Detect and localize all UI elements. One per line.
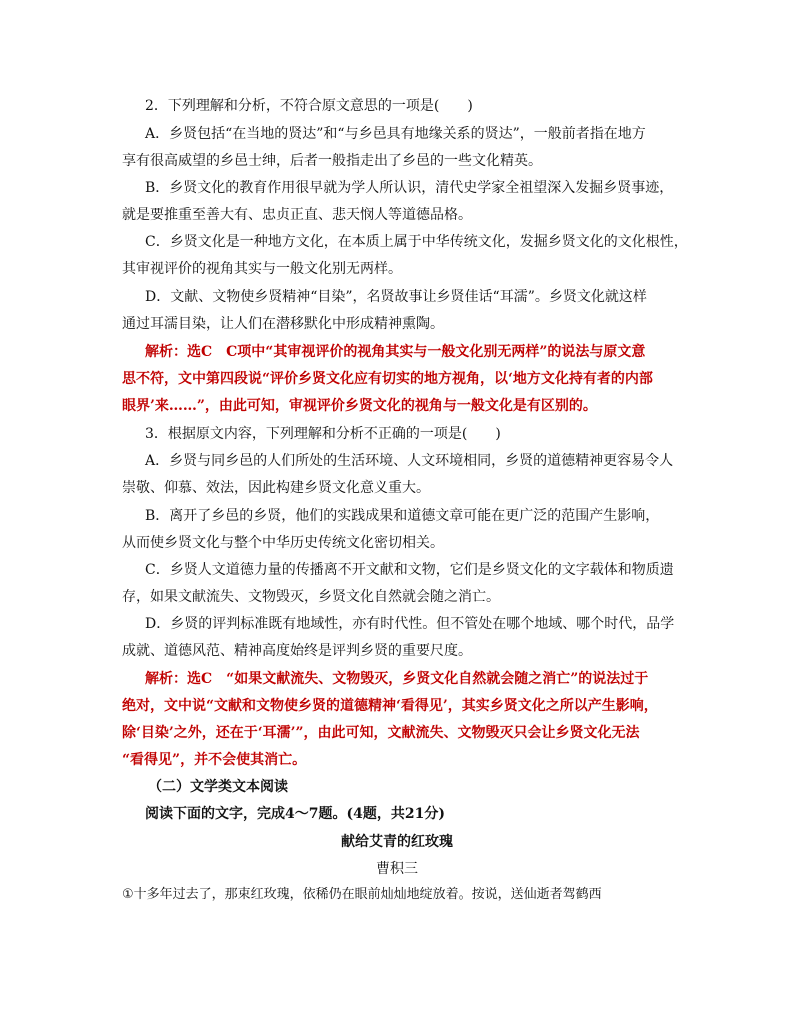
- question-2-option-a-cont: 享有很高威望的乡邑士绅，后者一般指走出了乡邑的一些文化精英。: [122, 153, 542, 169]
- question-3-option-a: A．乡贤与同乡邑的人们所处的生活环境、人文环境相同，乡贤的道德精神更容易令人: [145, 453, 674, 469]
- question-2-option-b-cont: 就是要推重至善大有、忠贞正直、悲天悯人等道德品格。: [122, 207, 472, 223]
- question-3-option-b-cont: 从而使乡贤文化与整个中华历史传统文化密切相关。: [122, 535, 444, 551]
- answer-3-line-1: 解析：选C “如果文献流失、文物毁灭，乡贤文化自然就会随之消亡”的说法过于: [145, 671, 649, 687]
- question-2-stem: 2．下列理解和分析，不符合原文意思的一项是( ): [145, 98, 473, 114]
- answer-3-line-2: 绝对，文中说“文献和文物使乡贤的道德精神‘看得见’，其实乡贤文化之所以产生影响，: [122, 698, 658, 714]
- article-author: 曹积三: [376, 861, 418, 877]
- question-3-option-c: C．乡贤人文道德力量的传播离不开文献和文物，它们是乡贤文化的文字载体和物质遗: [145, 562, 674, 578]
- answer-2-line-3: 眼界’来……”，由此可知，审视评价乡贤文化的视角与一般文化是有区别的。: [122, 398, 597, 414]
- article-paragraph-1: ①十多年过去了，那束红玫瑰，依稀仍在眼前灿灿地绽放着。按说，送仙逝者驾鹤西: [122, 887, 602, 902]
- reading-instruction: 阅读下面的文字，完成4～7题。(4题，共21分): [145, 806, 445, 822]
- answer-2-line-2: 思不符，文中第四段说“评价乡贤文化应有切实的地方视角，以‘地方文化持有者的内部: [122, 371, 653, 387]
- question-3-option-c-cont: 存，如果文献流失、文物毁灭，乡贤文化自然就会随之消亡。: [122, 589, 500, 605]
- question-2-option-b: B．乡贤文化的教育作用很早就为学人所认识，清代史学家全祖望深入发掘乡贤事迹，: [145, 180, 674, 196]
- article-title: 献给艾青的红玫瑰: [341, 834, 453, 850]
- question-3-option-b: B．离开了乡邑的乡贤，他们的实践成果和道德文章可能在更广泛的范围产生影响，: [145, 508, 660, 524]
- question-3-stem: 3．根据原文内容，下列理解和分析不正确的一项是( ): [145, 426, 501, 442]
- answer-3-line-3: 除‘目染’之外，还在于‘耳濡’”，由此可知，文献流失、文物毁灭只会让乡贤文化无法: [122, 725, 640, 741]
- question-2-option-d-cont: 通过耳濡目染，让人们在潜移默化中形成精神熏陶。: [122, 316, 444, 332]
- question-3-option-d-cont: 成就、道德风范、精神高度始终是评判乡贤的重要尺度。: [122, 643, 472, 659]
- answer-2-line-1: 解析：选C C项中“其审视评价的视角其实与一般文化别无两样”的说法与原文意: [145, 344, 646, 360]
- answer-3-line-4: “看得见”，并不会使其消亡。: [122, 752, 307, 768]
- question-3-option-d: D．乡贤的评判标准既有地域性，亦有时代性。但不管处在哪个地域、哪个时代，品学: [145, 616, 675, 632]
- question-2-option-c: C．乡贤文化是一种地方文化，在本质上属于中华传统文化，发掘乡贤文化的文化根性，: [145, 234, 688, 250]
- question-2-option-d: D．文献、文物使乡贤精神“目染”，名贤故事让乡贤佳话“耳濡”。乡贤文化就这样: [145, 289, 647, 305]
- section-heading: （二）文学类文本阅读: [148, 779, 288, 795]
- question-2-option-a: A．乡贤包括“在当地的贤达”和“与乡邑具有地缘关系的贤达”，一般前者指在地方: [145, 126, 646, 142]
- question-2-option-c-cont: 其审视评价的视角其实与一般文化别无两样。: [122, 261, 402, 277]
- question-3-option-a-cont: 崇敬、仰慕、效法，因此构建乡贤文化意义重大。: [122, 480, 430, 496]
